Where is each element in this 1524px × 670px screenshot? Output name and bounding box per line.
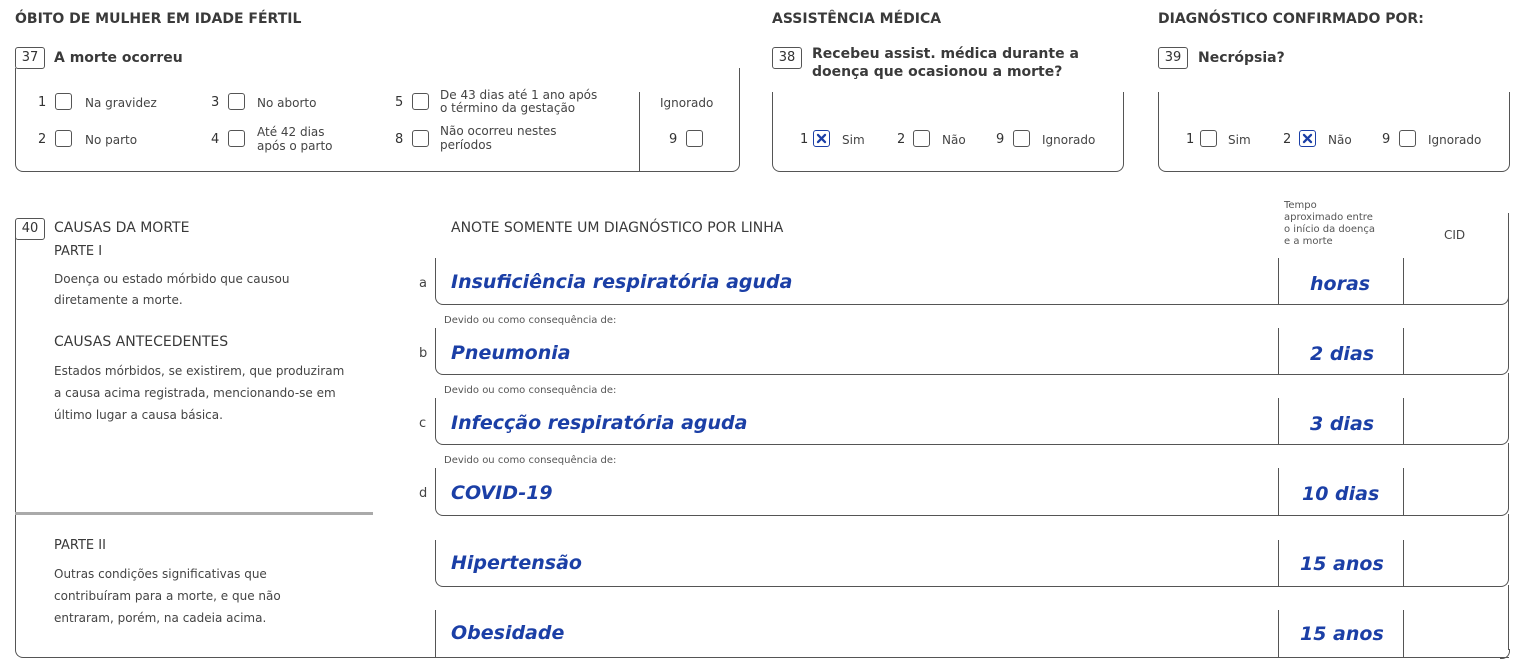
- q37-opt5-label-l2: o término da gestação: [440, 101, 576, 115]
- part2-line2-diagnosis[interactable]: Obesidade: [451, 622, 565, 644]
- parte2-label: PARTE II: [54, 538, 106, 553]
- q37-opt8-label-l2: períodos: [440, 138, 492, 152]
- cid-header: CID: [1444, 228, 1466, 242]
- parte2-desc-l3: entraram, porém, na cadeia acima.: [54, 611, 267, 625]
- q38-opt2-label: Não: [942, 133, 966, 147]
- tempo-header-l3: o início da doença: [1284, 224, 1376, 235]
- part2-line2-sep1: [1278, 610, 1279, 658]
- q40-number: 40: [15, 218, 45, 240]
- q37-frame: [15, 68, 740, 172]
- q37-ignorado-checkbox[interactable]: [686, 130, 703, 147]
- q38-opt9-checkbox[interactable]: [1013, 130, 1030, 147]
- q38-title-l2: doença que ocasionou a morte?: [812, 64, 1063, 80]
- part2-line1-sep1: [1278, 540, 1279, 587]
- q37-opt5-label-l1: De 43 dias até 1 ano após: [440, 88, 598, 102]
- parte1-desc-l1: Doença ou estado mórbido que causou: [54, 272, 290, 286]
- part2-line2-left-edge: [435, 610, 436, 658]
- line-a-diagnosis: Insuficiência respiratória aguda: [451, 271, 793, 293]
- line-d-tempo: 10 dias: [1302, 483, 1380, 505]
- antecedentes-label: CAUSAS ANTECEDENTES: [54, 334, 229, 350]
- parte1-desc-l2: diretamente a morte.: [54, 293, 183, 307]
- q38-opt9-label: Ignorado: [1042, 133, 1096, 147]
- check-x-icon: [1300, 131, 1315, 146]
- q37-opt8-num: 8: [395, 132, 404, 147]
- part2-line2-sep2: [1403, 610, 1404, 658]
- line-b-sep2: [1403, 328, 1404, 375]
- line-a-sep1: [1278, 258, 1279, 305]
- line-d-letter: d: [419, 486, 428, 501]
- q38-opt1-checkbox[interactable]: [813, 130, 830, 147]
- section-header-diagnostico: DIAGNÓSTICO CONFIRMADO POR:: [1158, 11, 1424, 27]
- q39-opt9-checkbox[interactable]: [1399, 130, 1416, 147]
- line-d-right-edge: [1508, 443, 1509, 468]
- line-b-right-edge: [1508, 303, 1509, 328]
- q37-title: A morte ocorreu: [54, 50, 183, 66]
- q37-opt3-num: 3: [211, 95, 220, 110]
- line-c-tempo: 3 dias: [1310, 413, 1375, 435]
- line-b-tempo: 2 dias: [1310, 343, 1375, 365]
- line-d-sep1: [1278, 468, 1279, 516]
- q37-opt8-label-l1: Não ocorreu nestes: [440, 124, 557, 138]
- q38-title-l1: Recebeu assist. médica durante a: [812, 46, 1079, 62]
- q37-opt8-checkbox[interactable]: [412, 130, 429, 147]
- antecedentes-desc-l3: último lugar a causa básica.: [54, 408, 223, 422]
- line-c-letter: c: [419, 416, 427, 431]
- line-b-sep1: [1278, 328, 1279, 375]
- q37-opt1-checkbox[interactable]: [55, 93, 72, 110]
- line-a-tempo: horas: [1310, 273, 1371, 295]
- q39-opt2-num: 2: [1283, 132, 1292, 147]
- parte2-desc-l2: contribuíram para a morte, e que não: [54, 589, 281, 603]
- q37-opt3-checkbox[interactable]: [228, 93, 245, 110]
- line-b-diagnosis: Pneumonia: [451, 342, 571, 364]
- part2-line1-diagnosis: Hipertensão: [451, 552, 582, 574]
- q37-divider: [639, 92, 640, 172]
- line-a-sep2: [1403, 258, 1404, 305]
- parte2-desc-l1: Outras condições significativas que: [54, 567, 267, 581]
- antecedentes-desc-l2: a causa acima registrada, mencionando-se em: [54, 386, 336, 400]
- q37-opt1-num: 1: [38, 95, 47, 110]
- section-header-assistencia: ASSISTÊNCIA MÉDICA: [772, 11, 942, 27]
- q37-opt2-num: 2: [38, 132, 47, 147]
- q37-opt4-label-l1: Até 42 dias: [257, 125, 325, 139]
- q39-opt2-checkbox[interactable]: [1299, 130, 1316, 147]
- q38-opt1-label: Sim: [842, 133, 865, 147]
- line-a-letter: a: [419, 276, 427, 291]
- line-c-sep1: [1278, 398, 1279, 445]
- q39-opt9-label: Ignorado: [1428, 133, 1482, 147]
- q38-opt9-num: 9: [996, 132, 1005, 147]
- q37-opt4-num: 4: [211, 132, 220, 147]
- tempo-header: [1284, 200, 1375, 248]
- q37-opt5-checkbox[interactable]: [412, 93, 429, 110]
- q39-opt1-num: 1: [1186, 132, 1195, 147]
- q37-opt3-label: No aborto: [257, 96, 317, 110]
- q37-opt1-label: Na gravidez: [85, 96, 157, 110]
- part2-line2-right-edge: [1508, 585, 1509, 650]
- q38-number: 38: [772, 47, 802, 69]
- q39-opt2-label: Não: [1328, 133, 1352, 147]
- line-c-sep2: [1403, 398, 1404, 445]
- q39-number: 39: [1158, 47, 1188, 69]
- part2-line1-right-edge: [1508, 514, 1509, 540]
- q37-ignorado-label: Ignorado: [660, 96, 714, 110]
- q37-opt2-label: No parto: [85, 133, 138, 147]
- q39-opt9-num: 9: [1382, 132, 1391, 147]
- line-b-devido: Devido ou como consequência de:: [444, 315, 617, 326]
- line-d-sep2: [1403, 468, 1404, 516]
- tempo-header-l4: e a morte: [1284, 236, 1333, 247]
- part2-line2-tempo: 15 anos: [1300, 623, 1384, 645]
- q37-ignorado-num: 9: [669, 132, 678, 147]
- q37-number: 37: [15, 47, 45, 69]
- line-c-diagnosis: Infecção respiratória aguda: [451, 412, 748, 434]
- q38-opt1-num: 1: [800, 132, 809, 147]
- column-header-diagnostico: ANOTE SOMENTE UM DIAGNÓSTICO POR LINHA: [451, 220, 784, 236]
- line-d-devido: Devido ou como consequência de:: [444, 455, 617, 466]
- q39-title: Necrópsia?: [1198, 50, 1285, 66]
- line-c-devido: Devido ou como consequência de:: [444, 385, 617, 396]
- q37-opt2-checkbox[interactable]: [55, 130, 72, 147]
- check-x-icon: [814, 131, 829, 146]
- tempo-header-l2: aproximado entre: [1284, 212, 1373, 223]
- antecedentes-desc-l1: Estados mórbidos, se existirem, que produziram: [54, 364, 345, 378]
- q38-opt2-num: 2: [897, 132, 906, 147]
- q40-title: CAUSAS DA MORTE: [54, 220, 190, 236]
- q37-opt4-label-l2: após o parto: [257, 139, 333, 153]
- section-header-obito: ÓBITO DE MULHER EM IDADE FÉRTIL: [15, 11, 302, 27]
- q39-opt1-label: Sim: [1228, 133, 1251, 147]
- q37-opt5-num: 5: [395, 95, 404, 110]
- line-c-right-edge: [1508, 373, 1509, 398]
- q39-opt1-checkbox[interactable]: [1200, 130, 1217, 147]
- line-b-letter: b: [419, 346, 428, 361]
- q37-opt4-checkbox[interactable]: [228, 130, 245, 147]
- part2-line1-tempo: 15 anos: [1300, 553, 1384, 575]
- parte1-label: PARTE I: [54, 244, 103, 259]
- q38-opt2-checkbox[interactable]: [913, 130, 930, 147]
- parte-divider: [15, 512, 373, 515]
- tempo-header-l1: Tempo: [1284, 200, 1317, 211]
- part2-line1-sep2: [1403, 540, 1404, 587]
- line-d-diagnosis: COVID-19: [451, 482, 553, 504]
